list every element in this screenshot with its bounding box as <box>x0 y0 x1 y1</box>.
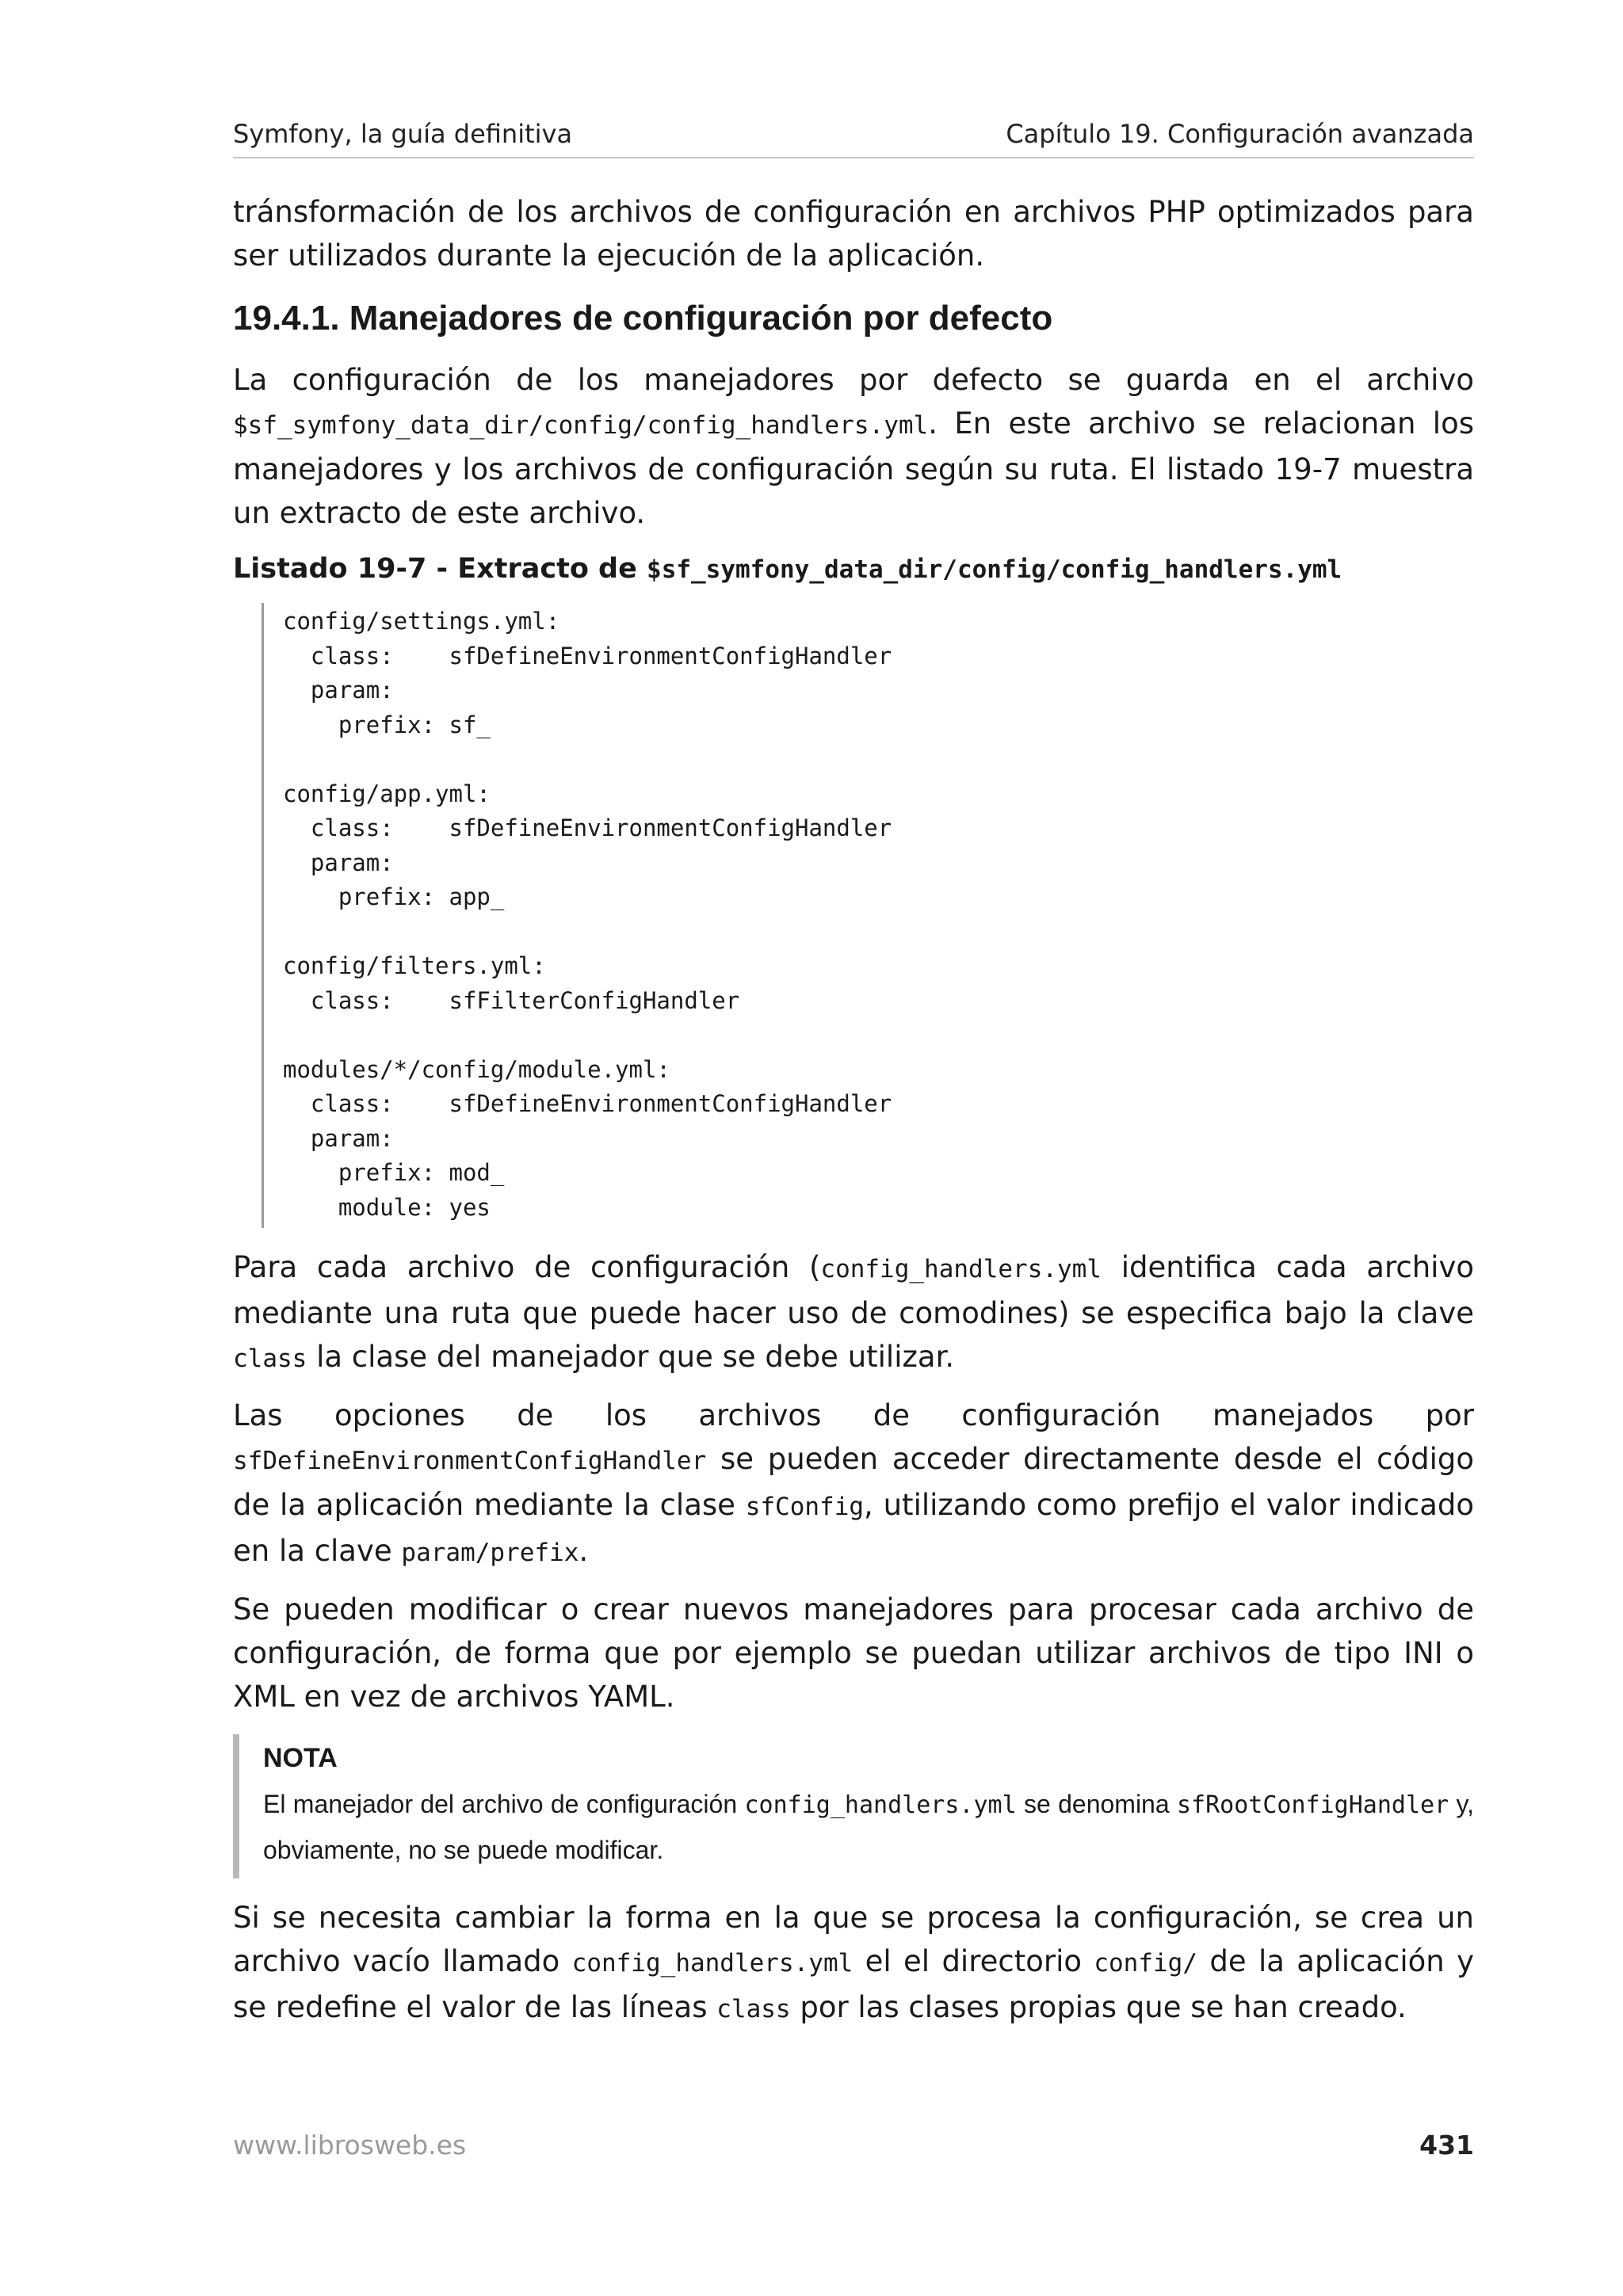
paragraph-redefine-handlers: Si se necesita cambiar la forma en la que se procesa la configuración, se crea un archivo vacío llamado config_handlers.yml el el directorio config/ de la aplicación y se redefine el valor de las líneas class por las clases propias que se han creado. <box>233 1901 1474 2024</box>
inline-code: $sf_symfony_data_dir/config/config_handlers.yml <box>233 411 929 440</box>
inline-code: config_handlers.yml <box>744 1791 1017 1819</box>
website-link[interactable]: www.librosweb.es <box>233 2130 467 2161</box>
inline-code: class <box>716 1995 791 2023</box>
chapter-title: Capítulo 19. Configuración avanzada <box>1006 119 1474 149</box>
note-text: El manejador del archivo de configuración config_handlers.yml se denomina sfRootConfigHandler y, obviamente, no se puede modificar. <box>263 1790 1475 1864</box>
inline-code: config/ <box>1094 1949 1198 1978</box>
running-header <box>233 116 1474 158</box>
inline-code: config_handlers.yml <box>820 1255 1102 1283</box>
inline-code: param/prefix <box>401 1539 579 1567</box>
paragraph-custom-handlers: Se pueden modificar o crear nuevos manejadores para procesar cada archivo de configuración, de forma que por ejemplo se puedan utilizar archivos de tipo INI o XML en vez de archivos YAML. <box>233 1592 1474 1714</box>
section-heading: 19.4.1. Manejadores de configuración por defecto <box>233 299 1053 338</box>
page-number: 431 <box>1419 2130 1474 2161</box>
listing-title-code: $sf_symfony_data_dir/config/config_handlers.yml <box>647 555 1342 584</box>
paragraph-handlers-explanation: Para cada archivo de configuración (config_handlers.yml identifica cada archivo mediante una ruta que puede hacer uso de comodines) se especifica bajo la clave class la clase del manejador que se debe utilizar. <box>233 1250 1474 1374</box>
note-title: NOTA <box>263 1743 338 1773</box>
intro-paragraph: tránsformación de los archivos de configuración en archivos PHP optimizados para ser utilizados durante la ejecución de la aplicación. <box>233 195 1474 273</box>
page-content <box>233 190 1474 2044</box>
note-box <box>233 1734 1474 1878</box>
page-footer <box>233 2130 1474 2169</box>
inline-code: sfDefineEnvironmentConfigHandler <box>233 1447 707 1475</box>
paragraph-config-location: La configuración de los manejadores por defecto se guarda en el archivo $sf_symfony_data_dir/config/config_handlers.yml. En este archivo se relacionan los manejadores y los archivos de configuración según su ruta. El listado 19-7 muestra un extracto de este archivo. <box>233 363 1474 530</box>
inline-code: class <box>233 1344 307 1373</box>
listing-title: Listado 19-7 - Extracto de $sf_symfony_data_dir/config/config_handlers.yml <box>233 553 1342 585</box>
inline-code: config_handlers.yml <box>571 1949 854 1978</box>
code-listing: config/settings.yml: class: sfDefineEnvironmentConfigHandler param: prefix: sf_ config/app.yml: class: sfDefineEnvironmentConfigHandler param: prefix: app_ config/filters.yml: class: sfFilterConfigHandler modules/*/config/module.yml: class: sfDefineEnvironmentConfigHandler param: prefix: mod_ module: yes <box>262 603 1474 1228</box>
book-title: Symfony, la guía definitiva <box>233 119 573 149</box>
inline-code: sfConfig <box>745 1493 865 1521</box>
paragraph-options-access: Las opciones de los archivos de configuración manejados por sfDefineEnvironmentConfigHandler se pueden acceder directamente desde el código de la aplicación mediante la clase sfConfig, utilizando como prefijo el valor indicado en la clave param/prefix. <box>233 1398 1475 1568</box>
inline-code: sfRootConfigHandler <box>1177 1791 1449 1819</box>
